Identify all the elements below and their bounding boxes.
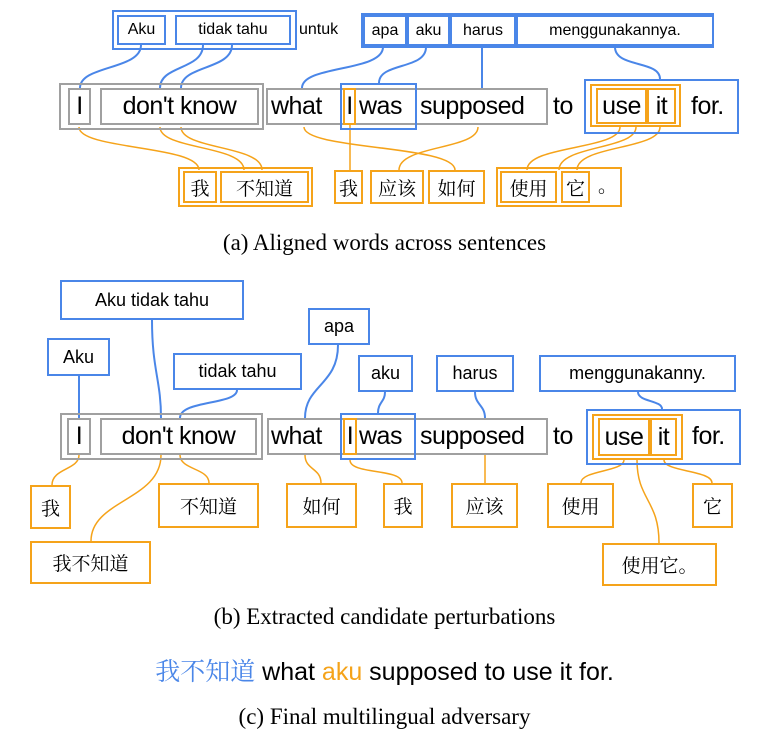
word-label: 使用 bbox=[561, 496, 600, 518]
en-word-i-2 bbox=[343, 88, 356, 125]
en-segment-2: supposed to use it for. bbox=[362, 658, 614, 686]
zh-period: 。 bbox=[598, 175, 618, 197]
id-word-menggunakannya bbox=[516, 15, 714, 46]
cand-apa bbox=[308, 308, 370, 345]
caption-a: (a) Aligned words across sentences bbox=[222, 230, 547, 255]
word-label: tidak tahu bbox=[198, 21, 268, 38]
en-word-it-b bbox=[650, 418, 677, 456]
en-word-i-2-b bbox=[343, 418, 357, 455]
final-adversary-sentence bbox=[0, 652, 769, 688]
word-label: use bbox=[604, 422, 644, 451]
id-word-harus bbox=[450, 15, 516, 46]
zh-word-wo-2 bbox=[334, 170, 363, 204]
cand-shiyong bbox=[547, 483, 614, 528]
en-word-dont-know bbox=[100, 88, 259, 125]
word-label: 应该 bbox=[465, 496, 504, 518]
en-word-dont-know-b bbox=[100, 418, 257, 455]
cand-menggunakanny bbox=[539, 355, 736, 392]
word-label: 如何 bbox=[302, 496, 341, 518]
caption-b: (b) Extracted candidate perturbations bbox=[213, 604, 556, 629]
zh-word-bu-zhidao bbox=[220, 171, 309, 203]
word-label: 不知道 bbox=[179, 496, 237, 518]
word-label: I bbox=[76, 92, 83, 120]
cand-yinggai bbox=[451, 483, 518, 528]
en-word-was-b: was bbox=[359, 422, 402, 450]
zh-word-wo bbox=[183, 171, 217, 203]
word-label: apa bbox=[323, 316, 355, 336]
en-segment: what bbox=[255, 658, 322, 686]
word-label: Aku bbox=[62, 346, 95, 367]
word-label: I bbox=[75, 422, 83, 450]
cand-aku-2 bbox=[358, 355, 413, 392]
cand-aku-tidak-tahu bbox=[60, 280, 244, 320]
id-word-aku-2 bbox=[407, 15, 450, 46]
word-label: Aku bbox=[127, 21, 156, 38]
word-label: 我 bbox=[393, 496, 413, 518]
zh-word-ta bbox=[561, 171, 590, 203]
en-word-was: was bbox=[359, 92, 402, 120]
cand-wo-bu-zhidao bbox=[30, 541, 151, 584]
zh-perturbation: 我不知道 bbox=[155, 657, 256, 686]
en-word-use bbox=[596, 88, 647, 124]
en-word-supposed: supposed bbox=[420, 92, 525, 120]
word-label: 它 bbox=[565, 177, 585, 200]
word-label: it bbox=[657, 422, 670, 451]
id-word-untuk: untuk bbox=[299, 21, 339, 38]
word-label: 如何 bbox=[437, 177, 476, 200]
zh-word-ruhe bbox=[428, 170, 485, 204]
id-word-apa bbox=[363, 15, 407, 46]
word-label: 我不知道 bbox=[52, 553, 129, 575]
word-label: menggunakannya. bbox=[549, 21, 681, 39]
word-label: 不知道 bbox=[235, 177, 293, 200]
cand-ta bbox=[692, 483, 733, 528]
word-label: 它 bbox=[702, 496, 722, 518]
word-label: don't know bbox=[121, 422, 236, 450]
word-label: aku bbox=[370, 363, 401, 383]
word-label: menggunakanny. bbox=[569, 363, 706, 383]
word-label: I bbox=[346, 422, 354, 450]
zh-word-shiyong bbox=[500, 171, 557, 203]
en-word-to-b: to bbox=[553, 422, 573, 450]
word-label: I bbox=[346, 92, 353, 120]
cand-shiyong-ta bbox=[602, 543, 717, 586]
cand-bu-zhidao bbox=[158, 483, 259, 528]
en-word-for-b: for. bbox=[692, 422, 725, 450]
en-word-use-b bbox=[598, 418, 650, 456]
word-label: harus bbox=[462, 21, 504, 39]
cand-aku bbox=[47, 338, 110, 376]
word-label: 使用它。 bbox=[621, 555, 698, 577]
cand-ruhe bbox=[286, 483, 357, 528]
zh-word-yinggai bbox=[370, 170, 424, 204]
id-perturbation: aku bbox=[321, 658, 363, 686]
word-label: 我 bbox=[40, 497, 60, 520]
word-label: tidak tahu bbox=[198, 361, 277, 381]
word-label: harus bbox=[452, 363, 498, 383]
en-word-it bbox=[647, 88, 676, 124]
word-label: apa bbox=[371, 21, 399, 39]
en-word-what-b: what bbox=[271, 422, 322, 450]
en-word-supposed-b: supposed bbox=[420, 422, 525, 450]
cand-wo bbox=[30, 485, 71, 529]
id-word-aku bbox=[117, 15, 166, 45]
cand-harus bbox=[436, 355, 514, 392]
word-label: don't know bbox=[122, 92, 237, 120]
id-word-tidak-tahu bbox=[175, 15, 291, 45]
cand-wo-2 bbox=[383, 483, 423, 528]
en-word-for: for. bbox=[691, 92, 724, 120]
en-word-to: to bbox=[553, 92, 573, 120]
en-word-what: what bbox=[271, 92, 322, 120]
caption-c: (c) Final multilingual adversary bbox=[238, 704, 531, 729]
word-label: aku bbox=[415, 21, 442, 39]
word-label: 使用 bbox=[509, 177, 548, 200]
word-label: use bbox=[602, 91, 641, 120]
word-label: Aku tidak tahu bbox=[94, 289, 210, 310]
word-label: 我 bbox=[338, 177, 358, 200]
word-label: it bbox=[655, 91, 668, 120]
word-label: 应该 bbox=[377, 177, 416, 200]
cand-tidak-tahu bbox=[173, 353, 302, 390]
en-word-i bbox=[68, 88, 91, 125]
en-word-i-b bbox=[67, 418, 91, 455]
word-label: 我 bbox=[190, 177, 210, 200]
